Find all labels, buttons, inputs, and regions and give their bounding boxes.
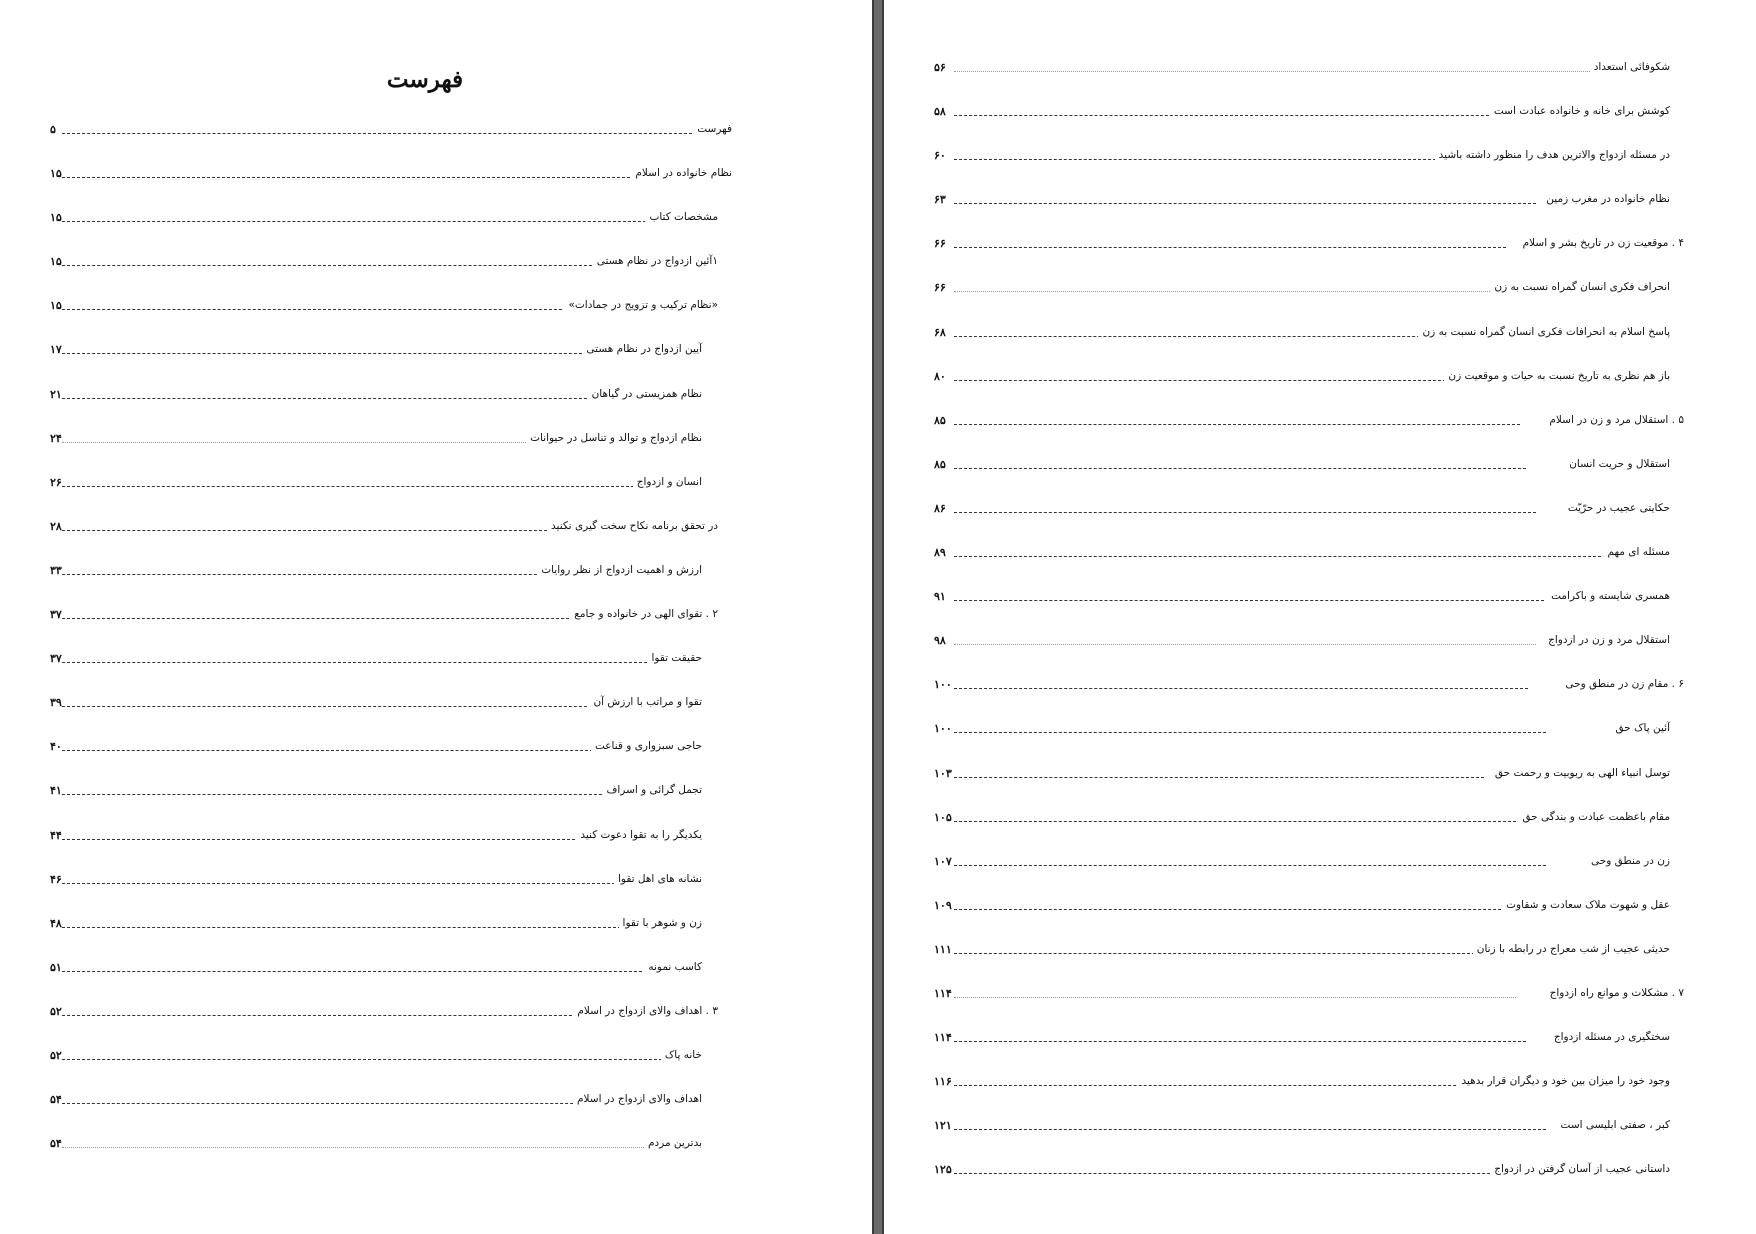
toc-entry-title: وجود خود را میزان بین خود و دیگران قرار بدهید xyxy=(1457,1075,1670,1087)
toc-entry-title: حقیقت تقوا xyxy=(647,652,702,664)
toc-dot-leader xyxy=(954,291,1506,292)
toc-page-number: ۱۰۰ xyxy=(934,678,952,692)
toc-dot-leader xyxy=(954,380,1456,381)
toc-page-number: ۸۶ xyxy=(934,501,946,515)
toc-entry[interactable] xyxy=(884,52,1756,96)
toc-dot-leader xyxy=(62,309,572,310)
right-page xyxy=(884,0,1756,1234)
toc-entry[interactable] xyxy=(0,775,872,819)
toc-entry[interactable] xyxy=(0,687,872,731)
toc-entry[interactable] xyxy=(0,379,872,423)
toc-page-number: ۱۰۵ xyxy=(934,810,952,824)
left-toc-list xyxy=(0,114,872,1172)
toc-entry-title: تجمل گرائی و اسراف xyxy=(603,784,703,796)
toc-dot-leader xyxy=(62,1103,598,1104)
toc-dot-leader xyxy=(62,883,630,884)
toc-entry-title: زن و شوهر با تقوا xyxy=(619,917,702,929)
toc-page-number: ۹۸ xyxy=(934,634,946,648)
toc-page-number: ۱۰۰ xyxy=(934,722,952,736)
toc-page-number: ۵۲ xyxy=(50,1004,62,1018)
toc-entry[interactable] xyxy=(0,820,872,864)
toc-entry[interactable] xyxy=(884,1066,1756,1110)
toc-entry[interactable] xyxy=(884,625,1756,669)
toc-page-number: ۵۴ xyxy=(50,1137,62,1151)
toc-page-number: ۵۶ xyxy=(934,61,946,74)
toc-page-number: ۱۱۴ xyxy=(934,986,952,1000)
toc-entry-title: تقوا و مراتب با ارزش آن xyxy=(589,696,702,708)
toc-entry-title: آئین پاک حق xyxy=(1612,722,1670,734)
toc-dot-leader xyxy=(62,574,567,575)
toc-entry[interactable] xyxy=(0,731,872,775)
toc-page-number: ۸۹ xyxy=(934,546,946,560)
toc-entry[interactable] xyxy=(884,1022,1756,1066)
toc-entry[interactable] xyxy=(884,846,1756,890)
toc-dot-leader xyxy=(62,1015,592,1016)
toc-dot-leader xyxy=(62,618,589,619)
toc-entry-title: استقلال مرد و زن در ازدواج xyxy=(1544,634,1670,646)
toc-dot-leader xyxy=(954,600,1544,601)
toc-entry[interactable] xyxy=(0,114,872,158)
toc-dot-leader xyxy=(954,777,1484,778)
right-toc-list xyxy=(884,52,1756,1198)
toc-entry[interactable] xyxy=(0,511,872,555)
toc-entry-title: نشانه های اهل تقوا xyxy=(614,873,702,885)
toc-dot-leader xyxy=(954,115,1504,116)
toc-entry[interactable] xyxy=(884,228,1756,272)
toc-entry-title: در تحقق برنامه نکاح سخت گیری نکنید xyxy=(547,520,718,532)
toc-entry[interactable] xyxy=(0,864,872,908)
toc-entry-title: یکدیگر را به تقوا دعوت کنید xyxy=(576,829,702,841)
toc-page-number: ۵۱ xyxy=(50,960,62,974)
toc-dot-leader xyxy=(62,398,602,399)
toc-entry-title: انحراف فکری انسان گمراه نسبت به زن xyxy=(1490,281,1670,293)
toc-entry-title: ۲ . تقوای الهی در خانواده و جامع xyxy=(570,608,718,620)
toc-entry[interactable] xyxy=(884,1154,1756,1198)
toc-entry-title: سختگیری در مسئله ازدواج xyxy=(1550,1031,1670,1043)
toc-entry-title: آیین ازدواج در نظام هستی xyxy=(582,343,702,355)
toc-page-number: ۱۱۶ xyxy=(934,1075,952,1089)
toc-page-number: ۸۰ xyxy=(934,369,946,383)
toc-entry[interactable] xyxy=(0,202,872,246)
toc-entry[interactable] xyxy=(0,996,872,1040)
toc-page-number: ۱۵ xyxy=(50,167,62,181)
toc-entry[interactable] xyxy=(0,908,872,952)
toc-page-number: ۶۸ xyxy=(934,325,946,339)
toc-page-number: ۲۶ xyxy=(50,475,62,489)
toc-entry[interactable] xyxy=(0,1128,872,1172)
toc-entry[interactable] xyxy=(884,449,1756,493)
toc-page-number: ۱۵ xyxy=(50,211,62,225)
toc-page-number: ۱۱۱ xyxy=(934,942,952,956)
toc-dot-leader xyxy=(954,556,1606,557)
toc-entry[interactable] xyxy=(0,158,872,202)
toc-entry-title: ارزش و اهمیت ازدواج از نظر روایات xyxy=(537,564,702,576)
toc-entry-title: فهرست xyxy=(693,123,732,135)
toc-entry[interactable] xyxy=(884,537,1756,581)
toc-dot-leader xyxy=(62,486,644,487)
toc-entry[interactable] xyxy=(0,643,872,687)
toc-page-number: ۶۳ xyxy=(934,193,946,207)
toc-page-number: ۱۰۳ xyxy=(934,766,952,780)
toc-page-number: ۶۶ xyxy=(934,237,946,251)
toc-page-number: ۳۷ xyxy=(50,652,62,666)
toc-dot-leader xyxy=(954,247,1506,248)
toc-entry-title: استقلال و حریت انسان xyxy=(1565,458,1670,470)
toc-dot-leader xyxy=(954,997,1516,998)
toc-entry[interactable] xyxy=(0,555,872,599)
toc-dot-leader xyxy=(62,265,607,266)
toc-entry-title: بدترین مردم xyxy=(644,1137,702,1149)
toc-entry-title: ۳ . اهداف والای ازدواج در اسلام xyxy=(573,1005,718,1017)
toc-entry[interactable] xyxy=(884,934,1756,978)
toc-entry-title: شکوفائی استعداد xyxy=(1590,61,1670,73)
toc-entry[interactable] xyxy=(884,1110,1756,1154)
toc-entry-title: همسری شایسته و باکرامت xyxy=(1547,590,1670,602)
toc-entry-title: توسل انبیاء الهی به ربوبیت و رحمت حق xyxy=(1491,767,1670,779)
toc-dot-leader xyxy=(954,909,1566,910)
toc-page-number: ۵۲ xyxy=(50,1048,62,1062)
toc-entry-title: ۱آئین ازدواج در نظام هستی xyxy=(593,255,718,267)
toc-entry[interactable] xyxy=(0,952,872,996)
toc-page-number: ۴۸ xyxy=(50,916,62,930)
toc-dot-leader xyxy=(62,1147,654,1148)
toc-dot-leader xyxy=(954,512,1536,513)
toc-entry-title: زن در منطق وحی xyxy=(1587,855,1670,867)
toc-entry-title: مقام باعظمت عبادت و بندگی حق xyxy=(1518,811,1670,823)
toc-entry-title: داستانی عجیب از آسان گرفتن در ازدواج xyxy=(1490,1163,1670,1175)
toc-entry-title: مسئله ای مهم xyxy=(1603,546,1670,558)
toc-dot-leader xyxy=(954,424,1520,425)
toc-page-number: ۲۸ xyxy=(50,519,62,533)
toc-entry[interactable] xyxy=(884,978,1756,1022)
toc-entry[interactable] xyxy=(884,713,1756,757)
toc-dot-leader xyxy=(62,353,597,354)
toc-dot-leader xyxy=(62,177,650,178)
toc-entry[interactable] xyxy=(884,96,1756,140)
toc-entry[interactable] xyxy=(884,890,1756,934)
toc-page-number: ۶۰ xyxy=(934,149,946,163)
toc-page-number: ۳۷ xyxy=(50,608,62,622)
toc-dot-leader xyxy=(62,971,652,972)
toc-page-number: ۳۹ xyxy=(50,696,62,710)
toc-dot-leader xyxy=(62,662,657,663)
toc-entry-title: عقل و شهوت ملاک سعادت و شقاوت xyxy=(1502,899,1670,911)
toc-dot-leader xyxy=(62,1059,662,1060)
toc-dot-leader xyxy=(954,1041,1526,1042)
toc-dot-leader xyxy=(62,927,636,928)
toc-dot-leader xyxy=(954,71,1596,72)
toc-entry[interactable] xyxy=(884,317,1756,361)
toc-page-number: ۵۴ xyxy=(50,1093,62,1107)
toc-dot-leader xyxy=(62,750,608,751)
toc-heading: فهرست xyxy=(386,66,464,93)
toc-dot-leader xyxy=(954,688,1528,689)
toc-entry-title: «نظام ترکیب و تزویج در جمادات» xyxy=(564,299,718,311)
toc-entry[interactable] xyxy=(0,423,872,467)
toc-entry-title: کبر ، صفتی ابلیسی است xyxy=(1557,1119,1670,1131)
toc-entry[interactable] xyxy=(0,467,872,511)
toc-page-number: ۸۵ xyxy=(934,413,946,427)
toc-dot-leader xyxy=(954,336,1450,337)
toc-dot-leader xyxy=(62,530,547,531)
toc-page-number: ۵ xyxy=(50,123,56,136)
toc-entry-title: کوشش برای خانه و خانواده عبادت است xyxy=(1490,105,1670,117)
toc-page-number: ۵۸ xyxy=(934,105,946,119)
toc-dot-leader xyxy=(62,133,702,134)
toc-entry-title: حدیثی عجیب از شب معراج در رابطه با زنان xyxy=(1473,943,1670,955)
toc-entry-title: نظام خانواده در اسلام xyxy=(631,167,732,179)
toc-dot-leader xyxy=(954,732,1546,733)
toc-entry-title: ۴ . موقعیت زن در تاریخ بشر و اسلام xyxy=(1519,237,1684,249)
toc-entry-title: نظام همزیستی در گیاهان xyxy=(588,388,702,400)
toc-entry-title: کاسب نمونه xyxy=(644,961,702,973)
toc-entry[interactable] xyxy=(0,334,872,378)
toc-entry-title: اهداف والای ازدواج در اسلام xyxy=(573,1093,702,1105)
toc-entry[interactable] xyxy=(884,405,1756,449)
toc-entry[interactable] xyxy=(884,669,1756,713)
toc-entry[interactable] xyxy=(884,184,1756,228)
toc-page-number: ۴۴ xyxy=(50,828,62,842)
toc-entry[interactable] xyxy=(0,1040,872,1084)
toc-dot-leader xyxy=(954,1173,1500,1174)
toc-page-number: ۱۵ xyxy=(50,299,62,313)
toc-entry-title: ۵ . استقلال مرد و زن در اسلام xyxy=(1545,414,1684,426)
toc-dot-leader xyxy=(62,442,550,443)
toc-dot-leader xyxy=(954,644,1536,645)
toc-page-number: ۶۶ xyxy=(934,281,946,295)
toc-page-number: ۴۰ xyxy=(50,740,62,754)
toc-entry-title: ۷ . مشکلات و موانع راه ازدواج xyxy=(1546,987,1684,999)
toc-entry-title: باز هم نظری به تاریخ نسبت به حیات و موقعیت زن xyxy=(1444,370,1670,382)
left-page xyxy=(0,0,872,1234)
toc-dot-leader xyxy=(954,203,1536,204)
toc-entry-title: ۶ . مقام زن در منطق وحی xyxy=(1561,678,1684,690)
toc-page-number: ۴۱ xyxy=(50,784,62,798)
toc-entry-title: حاجی سبزواری و قناعت xyxy=(591,740,702,752)
toc-dot-leader xyxy=(62,221,656,222)
toc-entry-title: خانه پاک xyxy=(661,1049,702,1061)
toc-page-number: ۸۵ xyxy=(934,457,946,471)
toc-page-number: ۱۲۱ xyxy=(934,1119,952,1133)
toc-entry-title: در مسئله ازدواج والاترین هدف را منظور داشته باشید xyxy=(1435,149,1670,161)
toc-dot-leader xyxy=(62,794,622,795)
toc-entry[interactable] xyxy=(0,290,872,334)
toc-dot-leader xyxy=(954,1129,1546,1130)
toc-entry[interactable] xyxy=(884,493,1756,537)
toc-page-number: ۱۰۹ xyxy=(934,898,952,912)
toc-page-number: ۱۵ xyxy=(50,255,62,269)
toc-page-number: ۹۱ xyxy=(934,590,946,604)
toc-dot-leader xyxy=(954,468,1526,469)
toc-entry[interactable] xyxy=(884,802,1756,846)
toc-entry-title: نظام ازدواج و توالد و تناسل در حیوانات xyxy=(526,432,702,444)
page-gutter xyxy=(872,0,884,1234)
toc-entry[interactable] xyxy=(884,272,1756,316)
toc-dot-leader xyxy=(62,839,590,840)
toc-entry-title: انسان و ازدواج xyxy=(633,476,702,488)
toc-entry-title: نظام خانواده در مغرب زمین xyxy=(1542,193,1670,205)
toc-entry-title: پاسخ اسلام به انحرافات فکری انسان گمراه نسبت به زن xyxy=(1418,326,1670,338)
toc-page-number: ۳۳ xyxy=(50,563,62,577)
toc-entry[interactable] xyxy=(884,361,1756,405)
toc-dot-leader xyxy=(954,821,1526,822)
toc-page-number: ۴۶ xyxy=(50,872,62,886)
toc-dot-leader xyxy=(954,865,1546,866)
toc-dot-leader xyxy=(954,953,1480,954)
toc-page-number: ۲۱ xyxy=(50,387,62,401)
toc-entry[interactable] xyxy=(0,246,872,290)
toc-page-number: ۱۲۵ xyxy=(934,1163,952,1177)
toc-dot-leader xyxy=(954,159,1456,160)
toc-entry-title: حکایتی عجیب در حرّیّت xyxy=(1564,502,1670,514)
toc-page-number: ۲۴ xyxy=(50,431,62,445)
toc-entry[interactable] xyxy=(0,1084,872,1128)
toc-page-number: ۱۷ xyxy=(50,343,62,357)
toc-dot-leader xyxy=(62,706,607,707)
toc-entry[interactable] xyxy=(884,758,1756,802)
toc-entry[interactable] xyxy=(884,140,1756,184)
toc-entry[interactable] xyxy=(0,599,872,643)
toc-entry-title: مشخصات کتاب xyxy=(645,211,718,223)
toc-entry[interactable] xyxy=(884,581,1756,625)
toc-dot-leader xyxy=(954,1085,1516,1086)
toc-page-number: ۱۰۷ xyxy=(934,854,952,868)
toc-page-number: ۱۱۴ xyxy=(934,1031,952,1045)
